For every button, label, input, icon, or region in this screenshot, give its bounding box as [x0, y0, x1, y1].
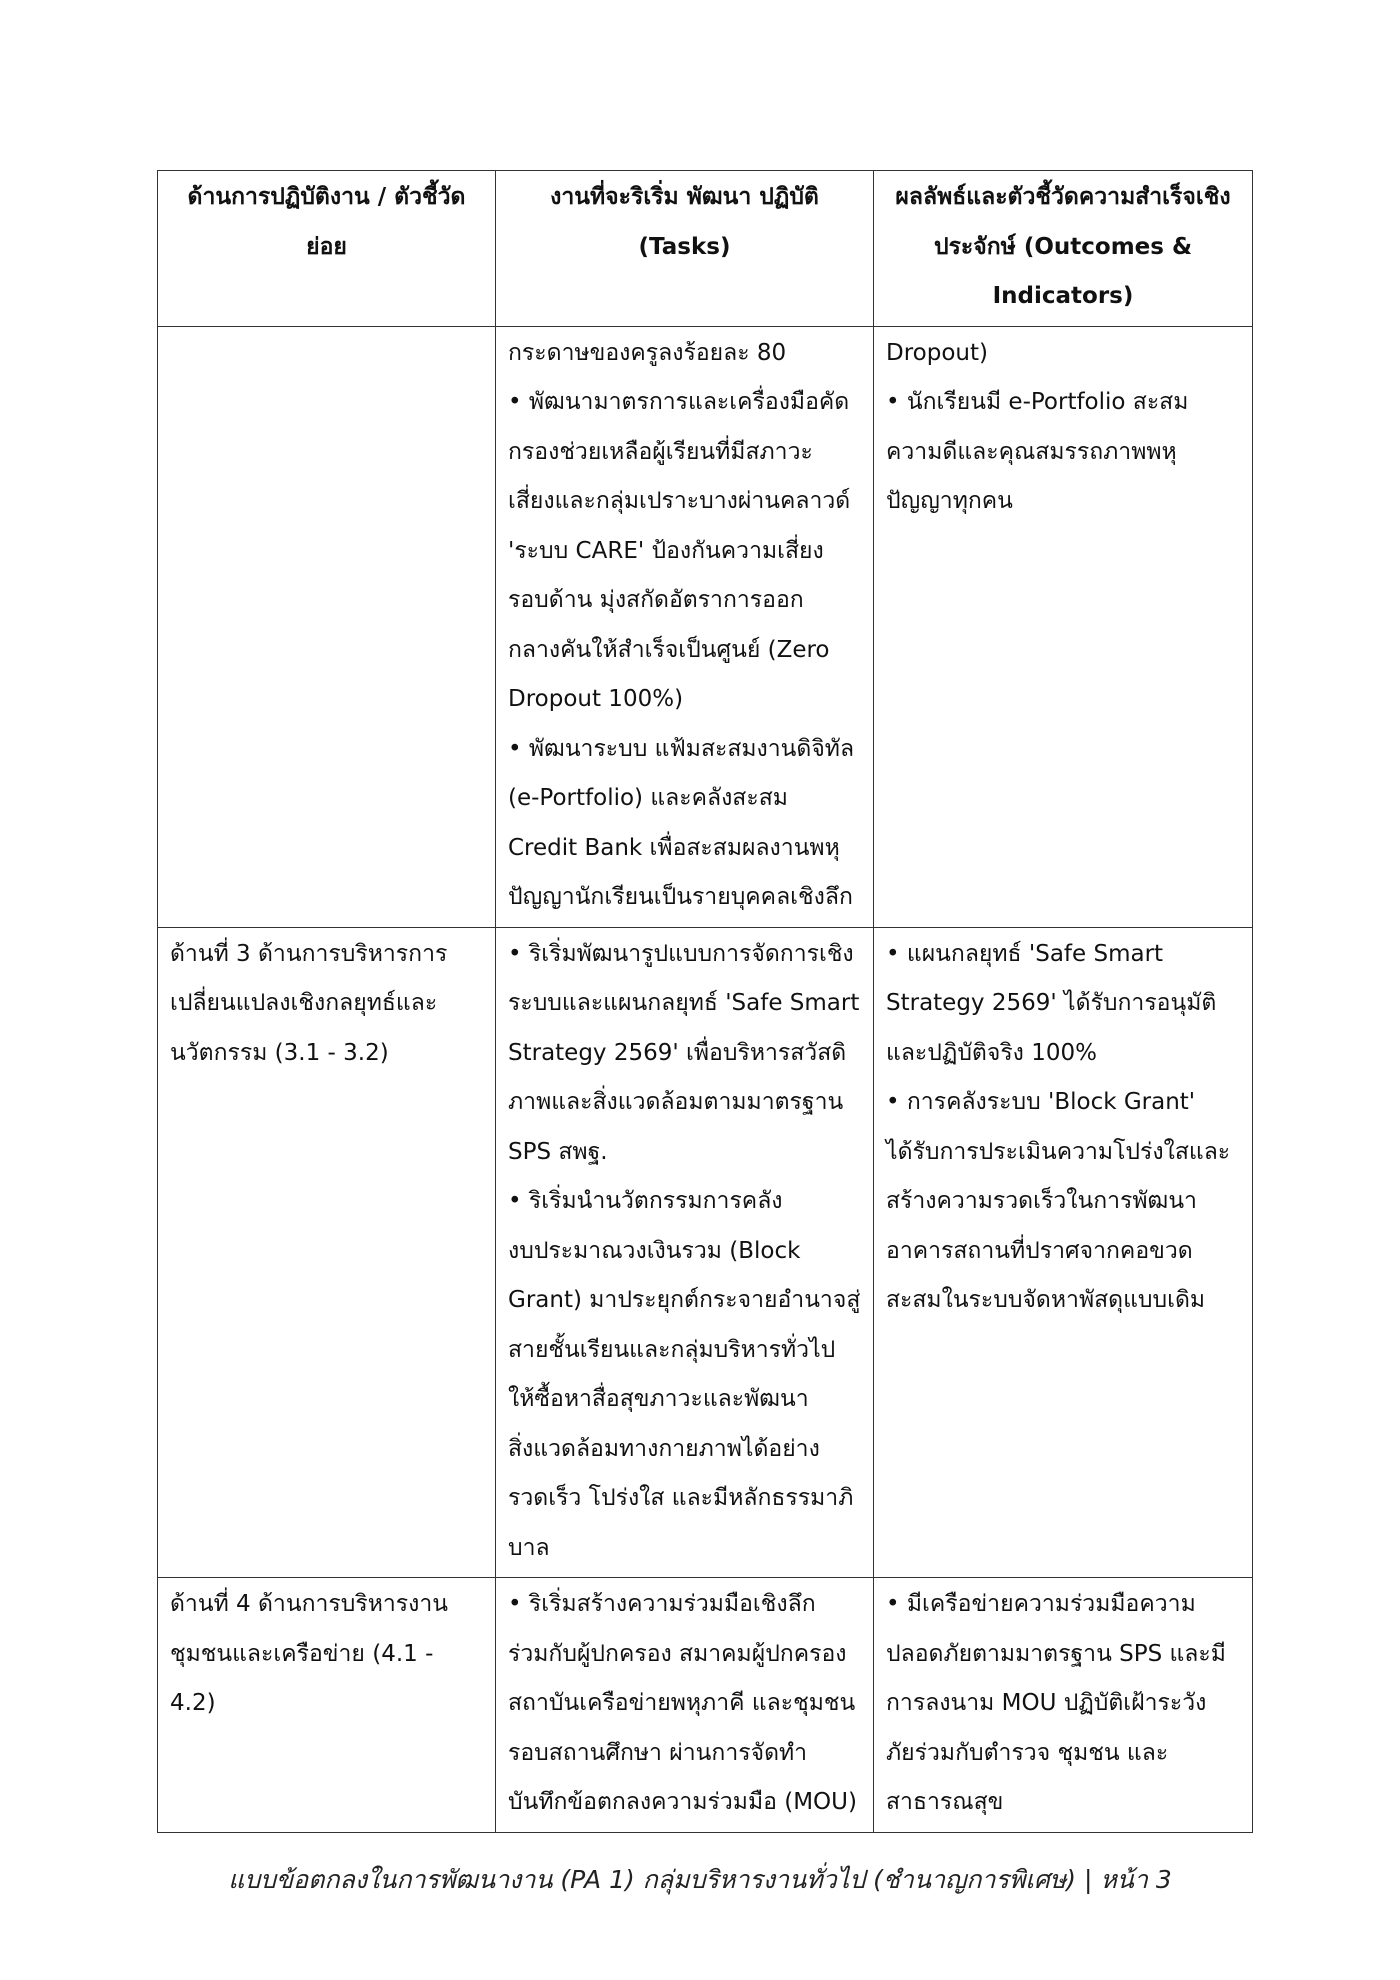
cell-line: การลงนาม MOU ปฏิบัติเฝ้าระวัง — [886, 1690, 1207, 1716]
header-cell-outcomes — [874, 171, 1253, 327]
cell-line: สายชั้นเรียนและกลุ่มบริหารทั่วไป — [508, 1336, 836, 1363]
cell-aspect — [158, 326, 496, 927]
cell-line: เปลี่ยนแปลงเชิงกลยุทธ์และ — [170, 990, 438, 1016]
header-line: ย่อย — [306, 233, 347, 260]
cell-line: อาคารสถานที่ปราศจากคอขวด — [886, 1237, 1193, 1264]
cell-line: กระดาษของครูลงร้อยละ 80 — [508, 339, 787, 366]
cell-line: Grant) มาประยุกต์กระจายอำนาจสู่ — [508, 1287, 861, 1313]
header-line: ผลลัพธ์และตัวชี้วัดความสำเร็จเชิง — [895, 184, 1231, 210]
cell-line: ภัยร่วมกับตำรวจ ชุมชน และ — [886, 1739, 1169, 1766]
table-row — [158, 927, 1253, 1578]
cell-line: SPS สพฐ. — [508, 1138, 608, 1165]
cell-line: • นักเรียนมี e-Portfolio สะสม — [886, 389, 1189, 415]
header-line: (Tasks) — [638, 233, 731, 260]
cell-aspect — [158, 1578, 496, 1833]
cell-line: ระบบและแผนกลยุทธ์ 'Safe Smart — [508, 990, 860, 1016]
cell-outcomes — [874, 1578, 1253, 1833]
cell-tasks — [496, 326, 874, 927]
cell-line: กลางคันให้สำเร็จเป็นศูนย์ (Zero — [508, 636, 830, 663]
cell-line: สถาบันเครือข่ายพหุภาคี และชุมชน — [508, 1690, 856, 1716]
cell-line: เสี่ยงและกลุ่มเปราะบางผ่านคลาวด์ — [508, 488, 851, 514]
cell-line: • แผนกลยุทธ์ 'Safe Smart — [886, 940, 1164, 967]
cell-line: ปัญญาทุกคน — [886, 488, 1013, 514]
cell-line: ด้านที่ 4 ด้านการบริหารงาน — [170, 1591, 449, 1617]
cell-line: สร้างความรวดเร็วในการพัฒนา — [886, 1188, 1197, 1214]
cell-line: • พัฒนาระบบ แฟ้มสะสมงานดิจิทัล — [508, 735, 855, 762]
cell-line: สิ่งแวดล้อมทางกายภาพได้อย่าง — [508, 1435, 820, 1462]
cell-line: • มีเครือข่ายความร่วมมือความ — [886, 1591, 1196, 1617]
cell-line: Credit Bank เพื่อสะสมผลงานพหุ — [508, 834, 840, 861]
cell-line: ความดีและคุณสมรรถภาพพหุ — [886, 438, 1177, 465]
pa-table — [157, 170, 1253, 1833]
cell-line: บาล — [508, 1534, 550, 1561]
cell-line: ด้านที่ 3 ด้านการบริหารการ — [170, 940, 448, 967]
cell-line: สาธารณสุข — [886, 1789, 1004, 1815]
cell-line: 'ระบบ CARE' ป้องกันความเสี่ยง — [508, 537, 824, 564]
header-cell-tasks — [496, 171, 874, 327]
table-body — [158, 326, 1253, 1832]
cell-line: • ริเริ่มนำนวัตกรรมการคลัง — [508, 1188, 783, 1214]
cell-line: ปัญญานักเรียนเป็นรายบุคคลเชิงลึก — [508, 884, 853, 910]
header-line: ด้านการปฏิบัติงาน / ตัวชี้วัด — [187, 184, 466, 210]
cell-line: บันทึกข้อตกลงความร่วมมือ (MOU) — [508, 1789, 857, 1815]
cell-line: • พัฒนามาตรการและเครื่องมือคัด — [508, 389, 850, 415]
cell-line: Strategy 2569' เพื่อบริหารสวัสดิ — [508, 1039, 847, 1066]
cell-line: กรองช่วยเหลือผู้เรียนที่มีสภาวะ — [508, 438, 813, 465]
cell-line: ภาพและสิ่งแวดล้อมตามมาตรฐาน — [508, 1089, 844, 1115]
cell-line: • ริเริ่มสร้างความร่วมมือเชิงลึก — [508, 1591, 816, 1617]
header-cell-aspect — [158, 171, 496, 327]
cell-line: ชุมชนและเครือข่าย (4.1 - — [170, 1640, 434, 1667]
cell-tasks — [496, 927, 874, 1578]
cell-line: ได้รับการประเมินความโปร่งใสและ — [886, 1138, 1231, 1165]
cell-line: (e-Portfolio) และคลังสะสม — [508, 785, 788, 811]
cell-tasks — [496, 1578, 874, 1833]
cell-line: นวัตกรรม (3.1 - 3.2) — [170, 1039, 389, 1066]
cell-line: รวดเร็ว โปร่งใส และมีหลักธรรมาภิ — [508, 1485, 854, 1511]
cell-line: ปลอดภัยตามมาตรฐาน SPS และมี — [886, 1640, 1226, 1667]
cell-line: งบประมาณวงเงินรวม (Block — [508, 1237, 801, 1264]
cell-line: Dropout 100%) — [508, 686, 684, 712]
cell-line: รอบด้าน มุ่งสกัดอัตราการออก — [508, 587, 804, 613]
table-row — [158, 1578, 1253, 1833]
header-line: งานที่จะริเริ่ม พัฒนา ปฏิบัติ — [550, 184, 819, 210]
header-line: ประจักษ์ (Outcomes & — [933, 233, 1193, 260]
cell-line: ร่วมกับผู้ปกครอง สมาคมผู้ปกครอง — [508, 1640, 847, 1667]
cell-line: Dropout) — [886, 339, 988, 366]
page-footer: แบบข้อตกลงในการพัฒนางาน (PA 1) กลุ่มบริหารงานทั่วไป (ชำนาญการพิเศษ) | หน้า 3 — [228, 1865, 1172, 1894]
cell-line: Strategy 2569' ได้รับการอนุมัติ — [886, 990, 1217, 1016]
cell-aspect — [158, 927, 496, 1578]
cell-line: 4.2) — [170, 1690, 216, 1716]
cell-line: รอบสถานศึกษา ผ่านการจัดทำ — [508, 1739, 808, 1766]
table-row — [158, 326, 1253, 927]
cell-line: • ริเริ่มพัฒนารูปแบบการจัดการเชิง — [508, 940, 854, 967]
header-line: Indicators) — [992, 283, 1134, 309]
cell-outcomes — [874, 326, 1253, 927]
cell-line: สะสมในระบบจัดหาพัสดุแบบเดิม — [886, 1287, 1206, 1313]
cell-line: และปฏิบัติจริง 100% — [886, 1039, 1097, 1066]
table-header-row — [158, 171, 1253, 327]
cell-line: • การคลังระบบ 'Block Grant' — [886, 1089, 1196, 1115]
cell-line: ให้ซื้อหาสื่อสุขภาวะและพัฒนา — [508, 1386, 809, 1412]
cell-outcomes — [874, 927, 1253, 1578]
